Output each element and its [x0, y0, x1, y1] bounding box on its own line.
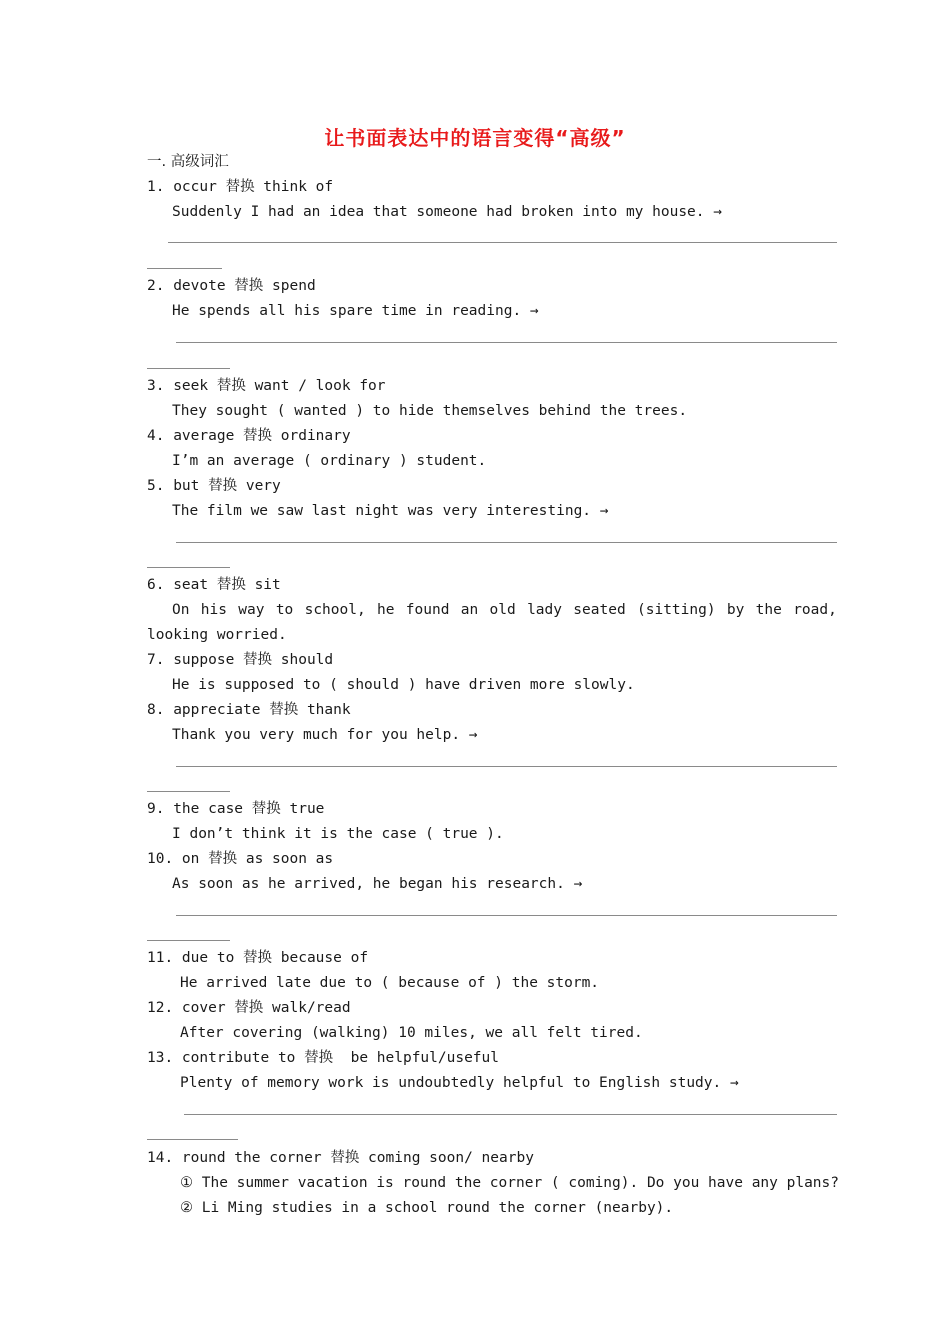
word: On: [172, 602, 190, 618]
word: by: [726, 602, 745, 618]
word: an: [460, 602, 479, 618]
answer-line-continuation: [147, 940, 230, 941]
answer-line-continuation: [147, 268, 222, 269]
item-10-sentence: As soon as he arrived, he began his research. →: [172, 876, 583, 892]
answer-line: [168, 242, 837, 243]
item-8-sentence: Thank you very much for you help. →: [172, 727, 478, 743]
item-13-heading: 13. contribute to 替换 be helpful/useful: [147, 1050, 500, 1066]
item-6-sentence: [172, 600, 837, 620]
word: lady: [527, 602, 562, 618]
word: found: [405, 602, 450, 618]
item-2-heading: 2. devote 替换 spend: [147, 278, 316, 294]
item-12-heading: 12. cover 替换 walk/read: [147, 1000, 351, 1016]
answer-line: [176, 766, 837, 767]
word: school,: [304, 602, 366, 618]
word: to: [275, 602, 294, 618]
item-11-sentence: He arrived late due to ( because of ) the storm.: [180, 975, 600, 991]
section-heading: 一. 高级词汇: [147, 154, 229, 170]
item-11-heading: 11. due to 替换 because of: [147, 950, 369, 966]
item-6-heading: 6. seat 替换 sit: [147, 577, 281, 593]
item-14-heading: 14. round the corner 替换 coming soon/ nearby: [147, 1150, 534, 1166]
item-3-heading: 3. seek 替换 want / look for: [147, 378, 386, 394]
item-5-heading: 5. but 替换 very: [147, 478, 281, 494]
item-9-heading: 9. the case 替换 true: [147, 801, 325, 817]
answer-line-continuation: [147, 791, 230, 792]
item-6-sentence-continued: looking worried.: [147, 627, 287, 643]
item-7-heading: 7. suppose 替换 should: [147, 652, 334, 668]
answer-line-continuation: [147, 1139, 238, 1140]
word: old: [489, 602, 516, 618]
item-1-heading: 1. occur 替换 think of: [147, 179, 334, 195]
word: (sitting): [637, 602, 716, 618]
item-10-heading: 10. on 替换 as soon as: [147, 851, 334, 867]
answer-line: [176, 542, 837, 543]
item-1-sentence: Suddenly I had an idea that someone had broken into my house. →: [172, 204, 722, 220]
word: way: [238, 602, 265, 618]
word: road,: [793, 602, 837, 618]
answer-line-continuation: [147, 368, 230, 369]
answer-line: [176, 915, 837, 916]
item-14-example-2: ② Li Ming studies in a school round the corner (nearby).: [180, 1200, 674, 1216]
item-4-sentence: I’m an average ( ordinary ) student.: [172, 453, 487, 469]
item-14-example-1: ① The summer vacation is round the corner ( coming). Do you have any plans?: [180, 1175, 839, 1191]
word: seated: [573, 602, 626, 618]
word: he: [377, 602, 395, 618]
item-5-sentence: The film we saw last night was very interesting. →: [172, 503, 609, 519]
item-12-sentence: After covering (walking) 10 miles, we all felt tired.: [180, 1025, 643, 1041]
item-3-sentence: They sought ( wanted ) to hide themselves behind the trees.: [172, 403, 688, 419]
item-8-heading: 8. appreciate 替换 thank: [147, 702, 351, 718]
answer-line-continuation: [147, 567, 230, 568]
answer-line: [184, 1114, 837, 1115]
document-title: 让书面表达中的语言变得“高级”: [324, 126, 626, 150]
item-7-sentence: He is supposed to ( should ) have driven more slowly.: [172, 677, 635, 693]
item-2-sentence: He spends all his spare time in reading. →: [172, 303, 539, 319]
item-9-sentence: I don’t think it is the case ( true ).: [172, 826, 504, 842]
item-4-heading: 4. average 替换 ordinary: [147, 428, 351, 444]
answer-line: [176, 342, 837, 343]
word: his: [200, 602, 227, 618]
item-13-sentence: Plenty of memory work is undoubtedly helpful to English study. →: [180, 1075, 739, 1091]
word: the: [755, 602, 782, 618]
